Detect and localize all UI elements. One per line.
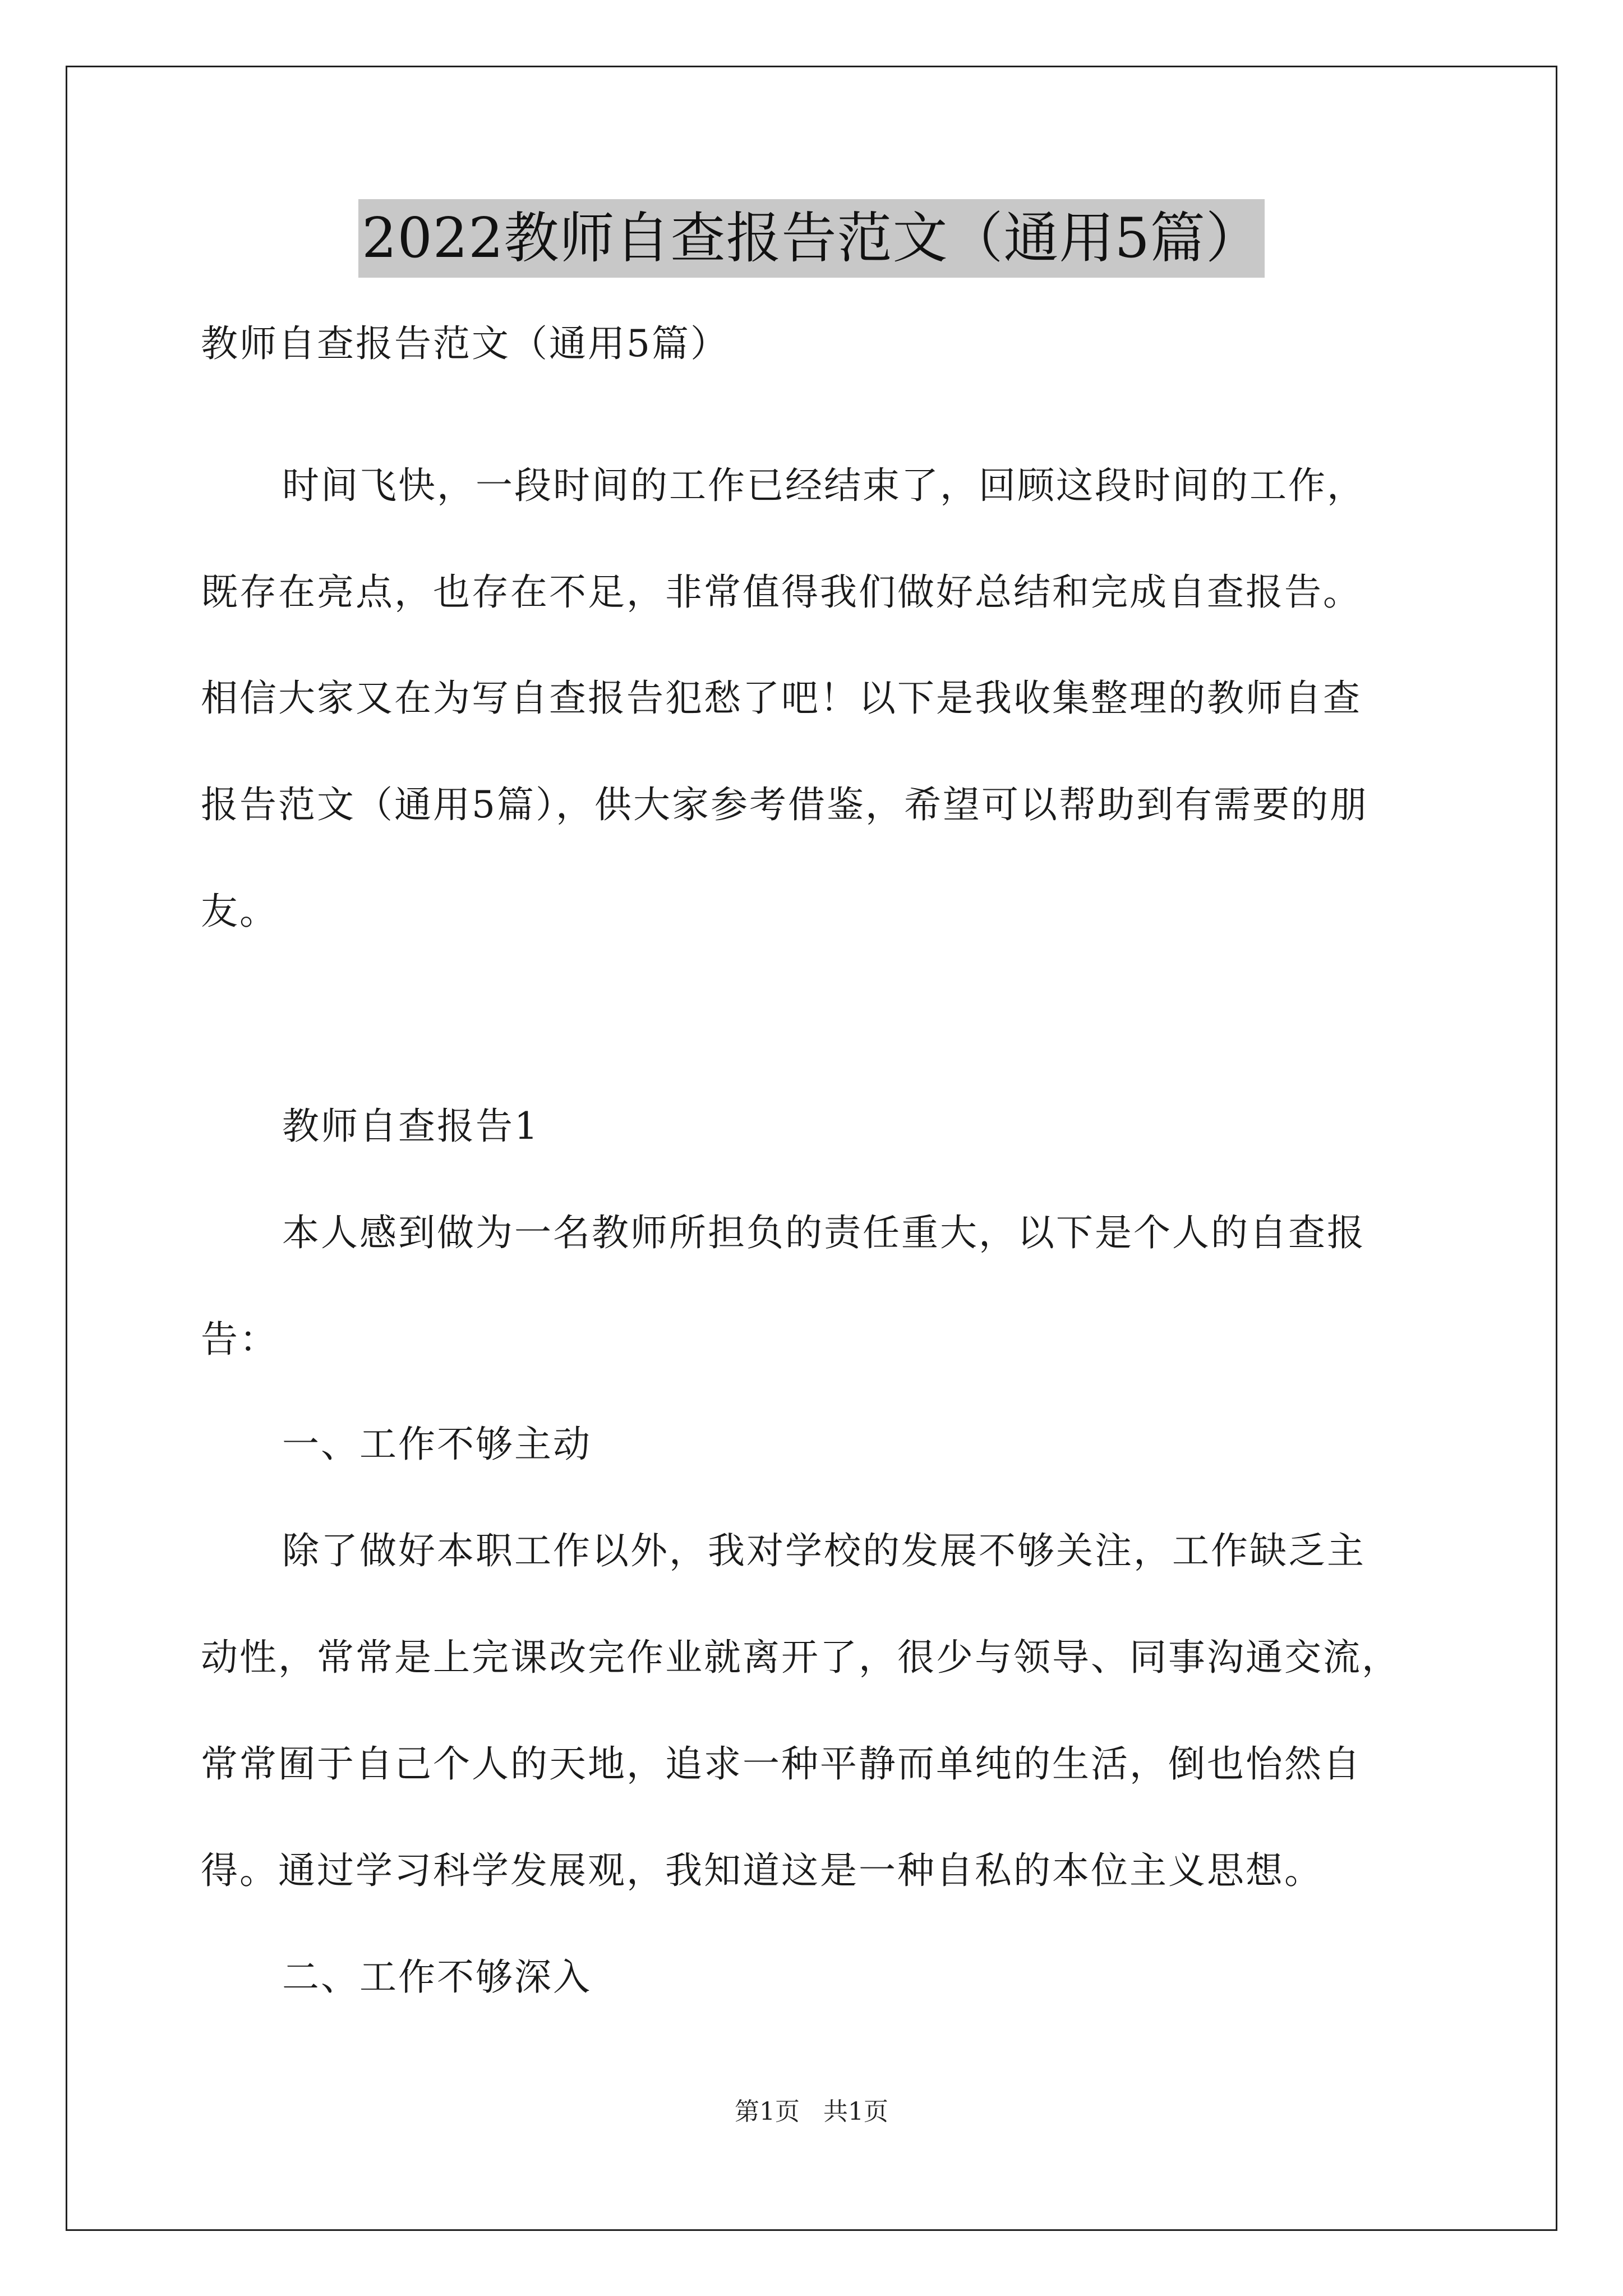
intro-line: 既存在亮点，也存在不足，非常值得我们做好总结和完成自查报告。	[201, 570, 1362, 614]
document-title: 2022教师自查报告范文（通用5篇）	[358, 199, 1265, 278]
title-block	[0, 199, 1623, 278]
point-heading: 二、工作不够深入	[282, 1955, 592, 1999]
point-line: 常常囿于自己个人的天地，追求一种平静而单纯的生活，倒也怡然自	[201, 1742, 1362, 1786]
intro-line: 相信大家又在为写自查报告犯愁了吧！以下是我收集整理的教师自查	[201, 677, 1362, 720]
point-heading: 一、工作不够主动	[282, 1423, 592, 1466]
page-total: 共1页	[823, 2097, 888, 2126]
intro-line: 报告范文（通用5篇），供大家参考借鉴，希望可以帮助到有需要的朋	[201, 783, 1368, 826]
section-intro-line: 本人感到做为一名教师所担负的责任重大，以下是个人的自查报	[282, 1211, 1366, 1254]
point-line: 得。通过学习科学发展观，我知道这是一种自私的本位主义思想。	[201, 1849, 1323, 1892]
section-intro-line: 告：	[201, 1318, 278, 1361]
point-line: 除了做好本职工作以外，我对学校的发展不够关注，工作缺乏主	[282, 1529, 1366, 1572]
document-subtitle: 教师自查报告范文（通用5篇）	[201, 322, 729, 365]
intro-line: 时间飞快，一段时间的工作已经结束了，回顾这段时间的工作，	[282, 464, 1366, 507]
page-footer	[0, 2095, 1623, 2129]
point-line: 动性，常常是上完课改完作业就离开了，很少与领导、同事沟通交流，	[201, 1636, 1400, 1679]
page-number: 第1页	[735, 2097, 800, 2126]
intro-line: 友。	[201, 890, 278, 933]
section-heading: 教师自查报告1	[282, 1105, 540, 1148]
